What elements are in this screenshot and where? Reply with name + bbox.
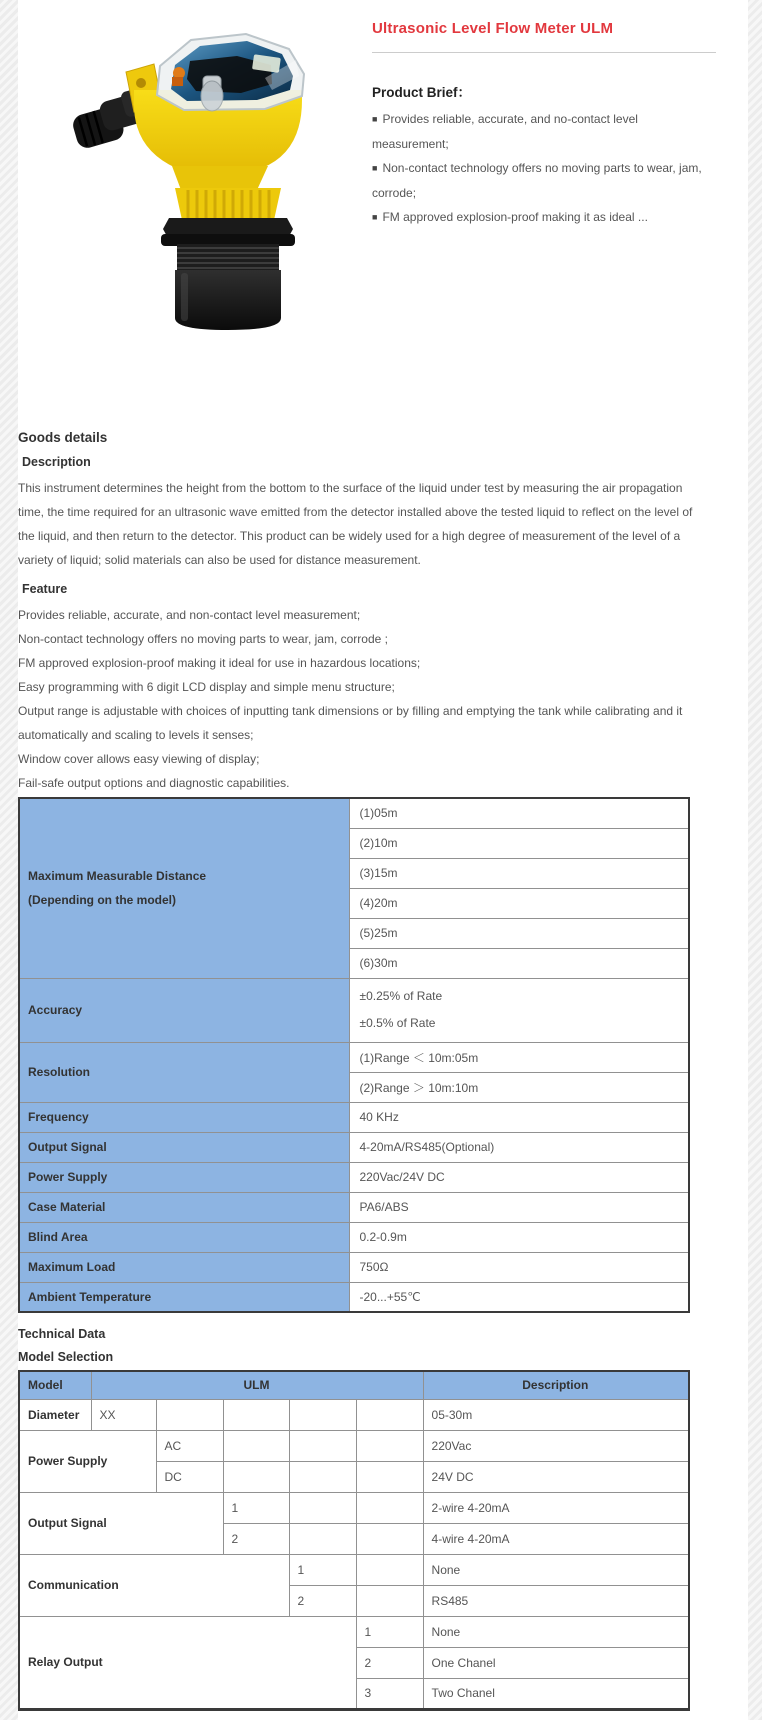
model-code-cell: 2 [223, 1523, 289, 1554]
empty-cell [356, 1461, 423, 1492]
empty-cell [289, 1461, 356, 1492]
feature-heading: Feature [22, 582, 68, 596]
product-summary [372, 12, 716, 230]
spec-label: Power Supply [19, 1162, 349, 1192]
model-table-header-model: Model [19, 1371, 91, 1399]
model-code-cell: DC [156, 1461, 223, 1492]
empty-cell [289, 1430, 356, 1461]
brief-item [372, 156, 716, 205]
product-image [60, 16, 360, 336]
empty-cell [289, 1523, 356, 1554]
spec-value: (2)Range ＞ 10m:10m [349, 1072, 689, 1102]
spec-value: (2)10m [349, 828, 689, 858]
page-title: Ultrasonic Level Flow Meter ULM [372, 20, 614, 37]
model-row-label: Relay Output [19, 1616, 356, 1709]
spec-value: (4)20m [349, 888, 689, 918]
brief-item-text: Non-contact technology offers no moving parts to wear, jam, corrode; [372, 161, 702, 200]
spec-label-distance [19, 798, 349, 978]
model-description-cell: None [423, 1554, 689, 1585]
content-area [18, 0, 748, 1720]
brief-item-text: Provides reliable, accurate, and no-contact level measurement; [372, 112, 638, 151]
model-code-cell: AC [156, 1430, 223, 1461]
square-bullet-icon: ■ [372, 212, 378, 222]
feature-item: Easy programming with 6 digit LCD display and simple menu structure; [18, 680, 395, 694]
feature-item: Non-contact technology offers no moving parts to wear, jam, corrode ; [18, 632, 388, 646]
empty-cell [356, 1523, 423, 1554]
title-divider [372, 52, 716, 53]
model-description-cell: 2-wire 4-20mA [423, 1492, 689, 1523]
spec-value: 750Ω [349, 1252, 689, 1282]
spec-value: 40 KHz [349, 1102, 689, 1132]
empty-cell [356, 1554, 423, 1585]
spec-value-accuracy [349, 978, 689, 1042]
brief-item [372, 205, 716, 230]
model-description-cell: 220Vac [423, 1430, 689, 1461]
model-description-cell: 4-wire 4-20mA [423, 1523, 689, 1554]
model-code-cell: 1 [223, 1492, 289, 1523]
technical-data-heading: Technical Data [18, 1327, 106, 1341]
model-description-cell: None [423, 1616, 689, 1647]
spec-label-accuracy: Accuracy [19, 978, 349, 1042]
empty-cell [289, 1492, 356, 1523]
spec-value: 4-20mA/RS485(Optional) [349, 1132, 689, 1162]
spec-label-resolution: Resolution [19, 1042, 349, 1102]
description-text: This instrument determines the height from the bottom to the surface of the liquid under test by measuring the air propagation time, the time required for an ultrasonic wave emitted from the detector installed above the tested liquid to reflect on the level of the liquid, and then return to the detector. This product can be widely used for a high degree of measurement of the level of a variety of liquid; solid materials can also be used for distance measurement. [18, 481, 693, 567]
model-selection-heading: Model Selection [18, 1350, 114, 1364]
empty-cell [356, 1492, 423, 1523]
model-row-label: Diameter [19, 1399, 91, 1430]
feature-item: Fail-safe output options and diagnostic capabilities. [18, 776, 290, 790]
model-code-cell: 2 [289, 1585, 356, 1616]
model-description-cell: Two Chanel [423, 1678, 689, 1709]
model-description-cell: One Chanel [423, 1647, 689, 1678]
model-description-cell: 05-30m [423, 1399, 689, 1430]
description-heading: Description [22, 455, 91, 469]
model-code-cell: XX [91, 1399, 156, 1430]
spec-label-line: (Depending on the model) [28, 893, 176, 908]
model-table-header-description: Description [423, 1371, 689, 1399]
spec-value: -20...+55℃ [349, 1282, 689, 1312]
model-code-cell: 1 [356, 1616, 423, 1647]
spec-label-line: Maximum Measurable Distance [28, 869, 207, 884]
spec-value: (1)05m [349, 798, 689, 828]
model-code-cell: 2 [356, 1647, 423, 1678]
model-description-cell: 24V DC [423, 1461, 689, 1492]
goods-details-section [18, 430, 698, 1711]
model-description-cell: RS485 [423, 1585, 689, 1616]
specification-table [18, 797, 690, 1313]
spec-label: Ambient Temperature [19, 1282, 349, 1312]
empty-cell [289, 1399, 356, 1430]
empty-cell [223, 1430, 289, 1461]
feature-item: Provides reliable, accurate, and non-contact level measurement; [18, 608, 361, 622]
spec-label: Frequency [19, 1102, 349, 1132]
product-brief-list [372, 107, 716, 230]
spec-value-line: ±0.5% of Rate [359, 1016, 436, 1030]
empty-cell [356, 1585, 423, 1616]
feature-item: Output range is adjustable with choices of inputting tank dimensions or by filling and emptying the tank while calibrating and it automatically and scaling to levels it senses; [18, 704, 683, 742]
square-bullet-icon: ■ [372, 114, 378, 124]
model-code-cell: 1 [289, 1554, 356, 1585]
empty-cell [356, 1430, 423, 1461]
empty-cell [356, 1399, 423, 1430]
spec-value-line: ±0.25% of Rate [359, 989, 443, 1003]
spec-label: Output Signal [19, 1132, 349, 1162]
brief-item-text: FM approved explosion-proof making it as ideal ... [382, 210, 648, 224]
empty-cell [223, 1461, 289, 1492]
spec-label: Maximum Load [19, 1252, 349, 1282]
empty-cell [156, 1399, 223, 1430]
model-code-cell: 3 [356, 1678, 423, 1709]
spec-value: (5)25m [349, 918, 689, 948]
empty-cell [223, 1399, 289, 1430]
model-row-label: Output Signal [19, 1492, 223, 1554]
feature-item: Window cover allows easy viewing of display; [18, 752, 260, 766]
spec-value: (6)30m [349, 948, 689, 978]
model-table-header-ulm: ULM [91, 1371, 423, 1399]
model-selection-table [18, 1370, 690, 1711]
hero-section [18, 0, 748, 430]
feature-item: FM approved explosion-proof making it ideal for use in hazardous locations; [18, 656, 421, 670]
goods-details-heading: Goods details [18, 430, 108, 445]
brief-item [372, 107, 716, 156]
spec-value: PA6/ABS [349, 1192, 689, 1222]
product-brief-heading: Product Brief： [372, 85, 472, 100]
spec-label: Blind Area [19, 1222, 349, 1252]
spec-value: (3)15m [349, 858, 689, 888]
model-row-label: Power Supply [19, 1430, 156, 1492]
model-row-label: Communication [19, 1554, 289, 1616]
feature-list [18, 603, 698, 795]
spec-value: 0.2-0.9m [349, 1222, 689, 1252]
spec-label: Case Material [19, 1192, 349, 1222]
spec-value: 220Vac/24V DC [349, 1162, 689, 1192]
spec-value: (1)Range ＜ 10m:05m [349, 1042, 689, 1072]
square-bullet-icon: ■ [372, 163, 378, 173]
